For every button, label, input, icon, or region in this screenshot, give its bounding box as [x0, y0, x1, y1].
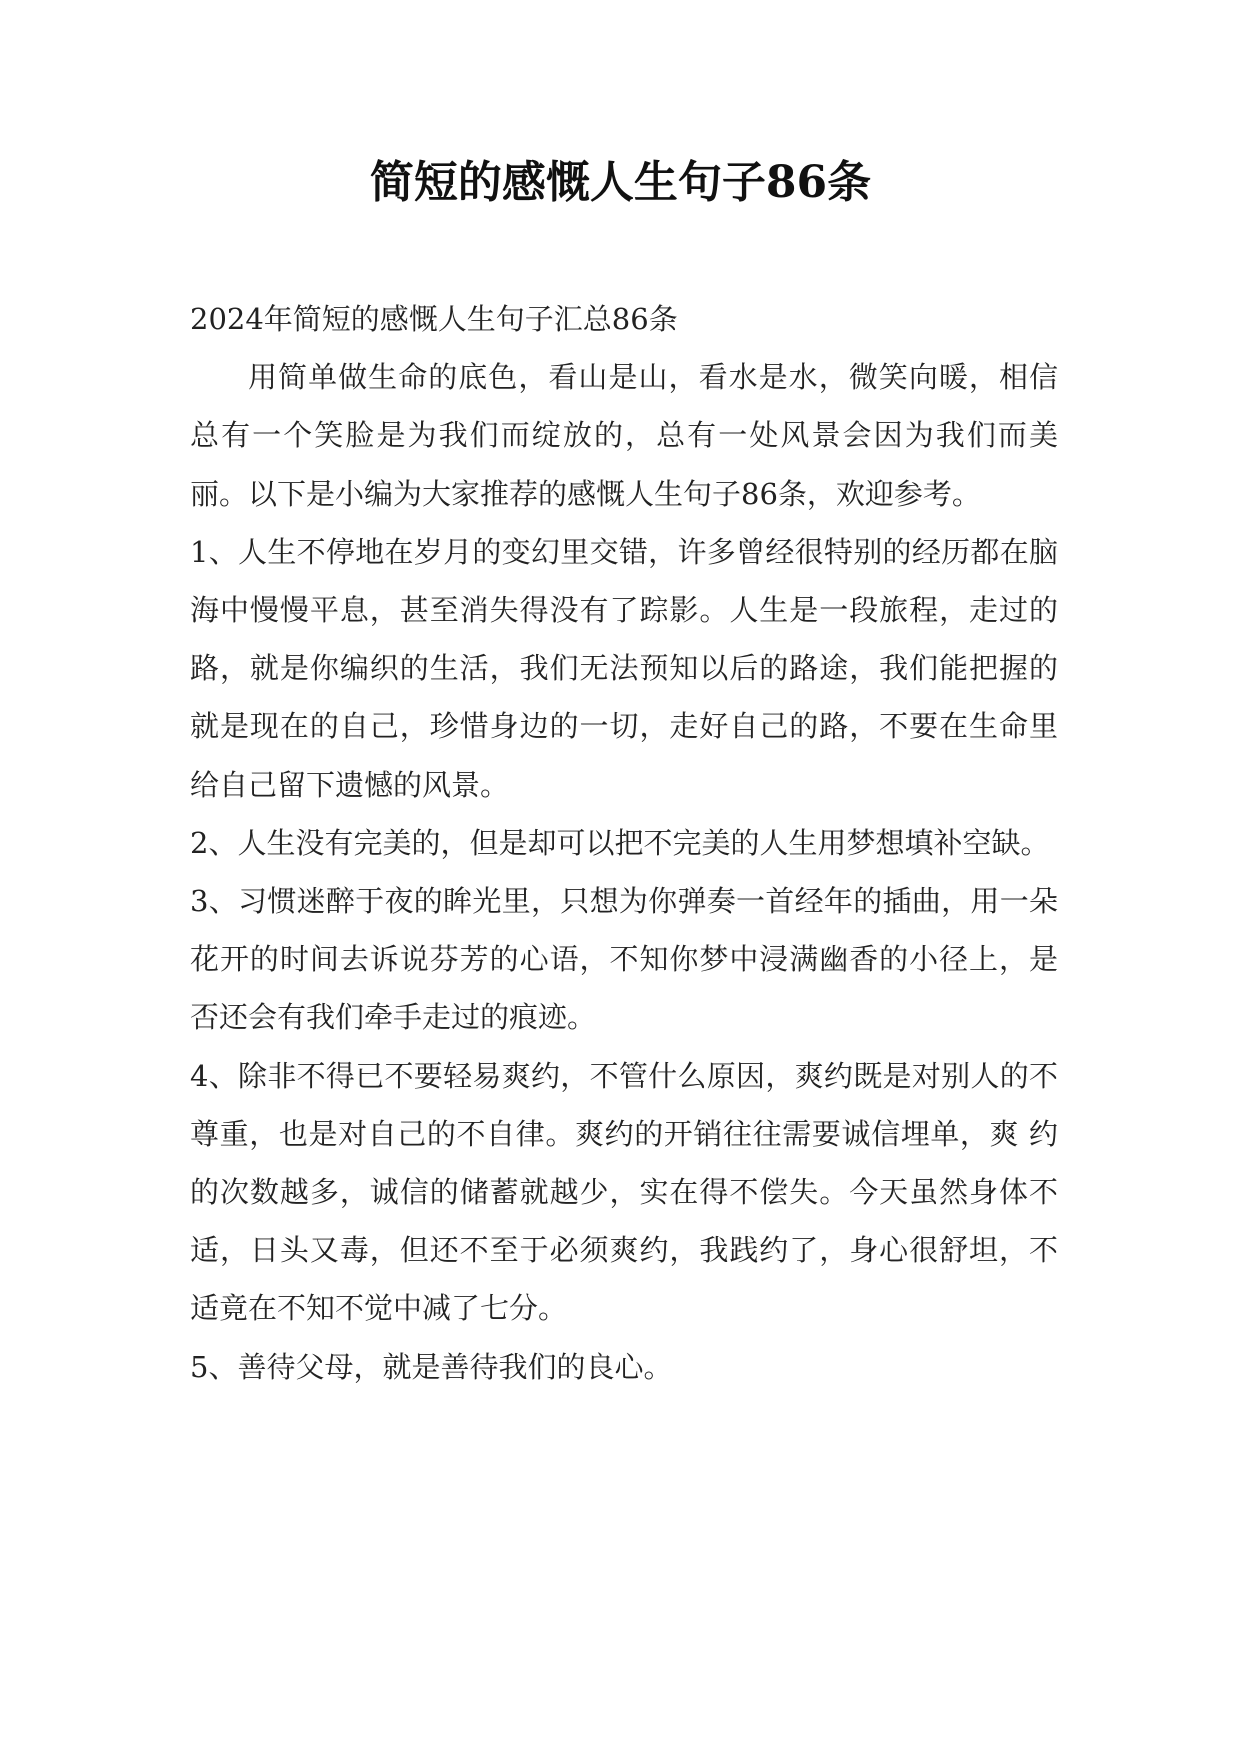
- list-item: 5、善待父母，就是善待我们的良心。: [190, 1349, 673, 1384]
- list-item: 4、除非不得已不要轻易爽约，不管什么原因，爽约既是对别人的不尊重，也是对自己的不自律。爽约的开销往往需要诚信埋单，爽 约的次数越多，诚信的储蓄就越少，实在得不偿失。今天虽然身体不 适，日头又毒，但还不至于必须爽约，我践约了，身心很舒坦，不适竟在不知不觉中减了七分。: [190, 1058, 1058, 1326]
- list-item: 2、人生没有完美的，但是却可以把不完美的人生用梦想填补空缺。: [190, 825, 1050, 860]
- document-subtitle: 2024年简短的感慨人生句子汇总86条: [190, 302, 678, 336]
- document-body: [190, 290, 1058, 1396]
- document-title: 简短的感慨人生句子86条: [369, 157, 872, 208]
- list-item: 1、人生不停地在岁月的变幻里交错，许多曾经很特别的经历都在脑海中慢慢平息，甚至消失得没有了踪影。人生是一段旅程，走过的路，就是你编织的生活，我们无法预知以后的路途，我们能把握的就是现在的自己，珍惜身边的一切，走好自己的路，不要在生命里给自己留下遗憾的风景。: [190, 534, 1058, 802]
- intro-paragraph: 用简单做生命的底色，看山是山，看水是水，微笑向暖，相信总有一个笑脸是为我们而绽放的，总有一处风景会因为我们而美丽。以下是小编为大家推荐的感慨人生句子86条，欢迎参考。: [190, 360, 1058, 511]
- list-item: 3、习惯迷醉于夜的眸光里，只想为你弹奏一首经年的插曲，用一朵花开的时间去诉说芬芳的心语，不知你梦中浸满幽香的小径上，是否还会有我们牵手走过的痕迹。: [190, 884, 1058, 1035]
